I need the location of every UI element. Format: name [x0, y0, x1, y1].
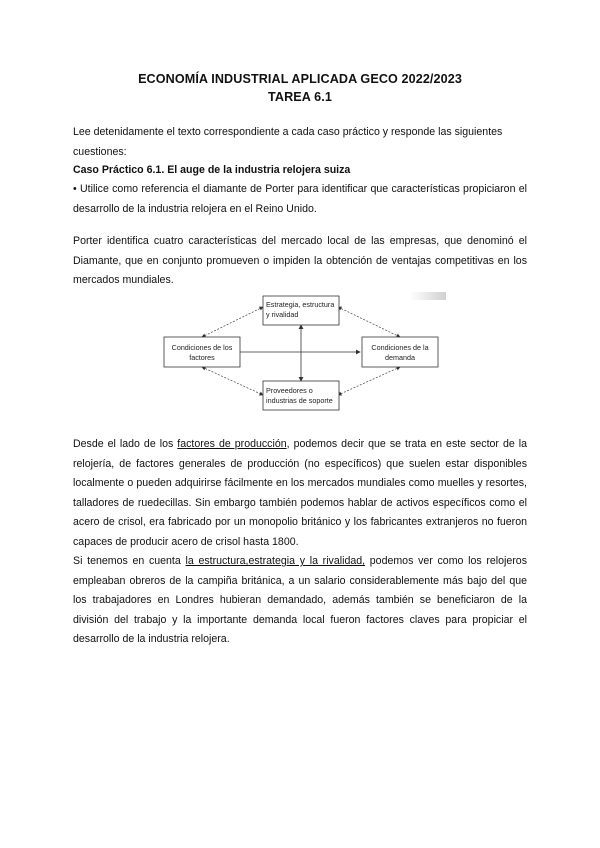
box-suppliers-line2: industrias de soporte [266, 396, 333, 405]
box-demand-line2: demanda [385, 353, 415, 362]
porter-paragraph: Porter identifica cuatro características del mercado local de las empresas, que denominó el Diamante, que en conjunto promueven o impiden la obtención de ventajas competitivas en los mercados mundiales. [73, 235, 527, 286]
box-demand [362, 337, 438, 367]
factors-paragraph [73, 435, 527, 552]
document-title: ECONOMÍA INDUSTRIAL APLICADA GECO 2022/2023 [138, 72, 462, 86]
question-paragraph: • Utilice como referencia el diamante de Porter para identificar que características propiciaron el desarrollo de la industria relojera en el Reino Unido. [73, 183, 527, 215]
box-factors [164, 337, 240, 367]
structure-link: la estructura,estrategia y la rivalidad, [185, 555, 366, 567]
structure-rest: podemos ver como los relojeros empleaban obreros de la campiña británica, a un salario considerablemente más bajo del que los trabajadores en Londres hubieran demandado, además también se beneficiaron de la división del trabajo y la importante demanda local fueron factores claves para propiciar el desarrollo de la industria relojera. [73, 555, 527, 645]
dotted-arrow-bottom-left [202, 367, 263, 395]
box-demand-line1: Condiciones de la [371, 343, 429, 352]
factors-rest: , podemos decir que se trata en este sector de la relojería, de factores generales de producción (no específicos) que suelen estar disponibles localmente o pueden adquirirse fácilmente en los mercados mundiales como muelles y resortes, talladores de ruedecillas. Sin embargo también podemos hablar de activos específicos como el acero de crisol, era fabricado por un monopolio británico y los fabricantes extranjeros no fueron capaces de producir acero de crisol hasta 1800. [73, 438, 527, 548]
intro-paragraph: Lee detenidamente el texto correspondiente a cada caso práctico y responde las siguientes cuestiones: [73, 126, 503, 158]
document-subtitle: TAREA 6.1 [268, 90, 332, 104]
dotted-arrow-top-right [338, 307, 400, 337]
structure-paragraph [73, 552, 527, 650]
box-strategy-line1: Estrategia, estructura [266, 300, 335, 309]
factors-lead: Desde el lado de los [73, 438, 178, 450]
box-suppliers-line1: Proveedores o [266, 386, 313, 395]
case-heading: Caso Práctico 6.1. El auge de la industria relojera suiza [73, 164, 351, 176]
box-factors-line2: factores [189, 353, 215, 362]
factors-link: factores de producción [177, 438, 287, 450]
image-shadow [410, 292, 446, 300]
structure-lead: Si tenemos en cuenta [73, 555, 186, 567]
dotted-arrow-bottom-right [338, 367, 400, 395]
porter-diamond-diagram [160, 292, 450, 412]
box-strategy-line2: y rivalidad [266, 310, 299, 319]
box-factors-line1: Condiciones de los [171, 343, 233, 352]
dotted-arrow-top-left [202, 307, 263, 337]
